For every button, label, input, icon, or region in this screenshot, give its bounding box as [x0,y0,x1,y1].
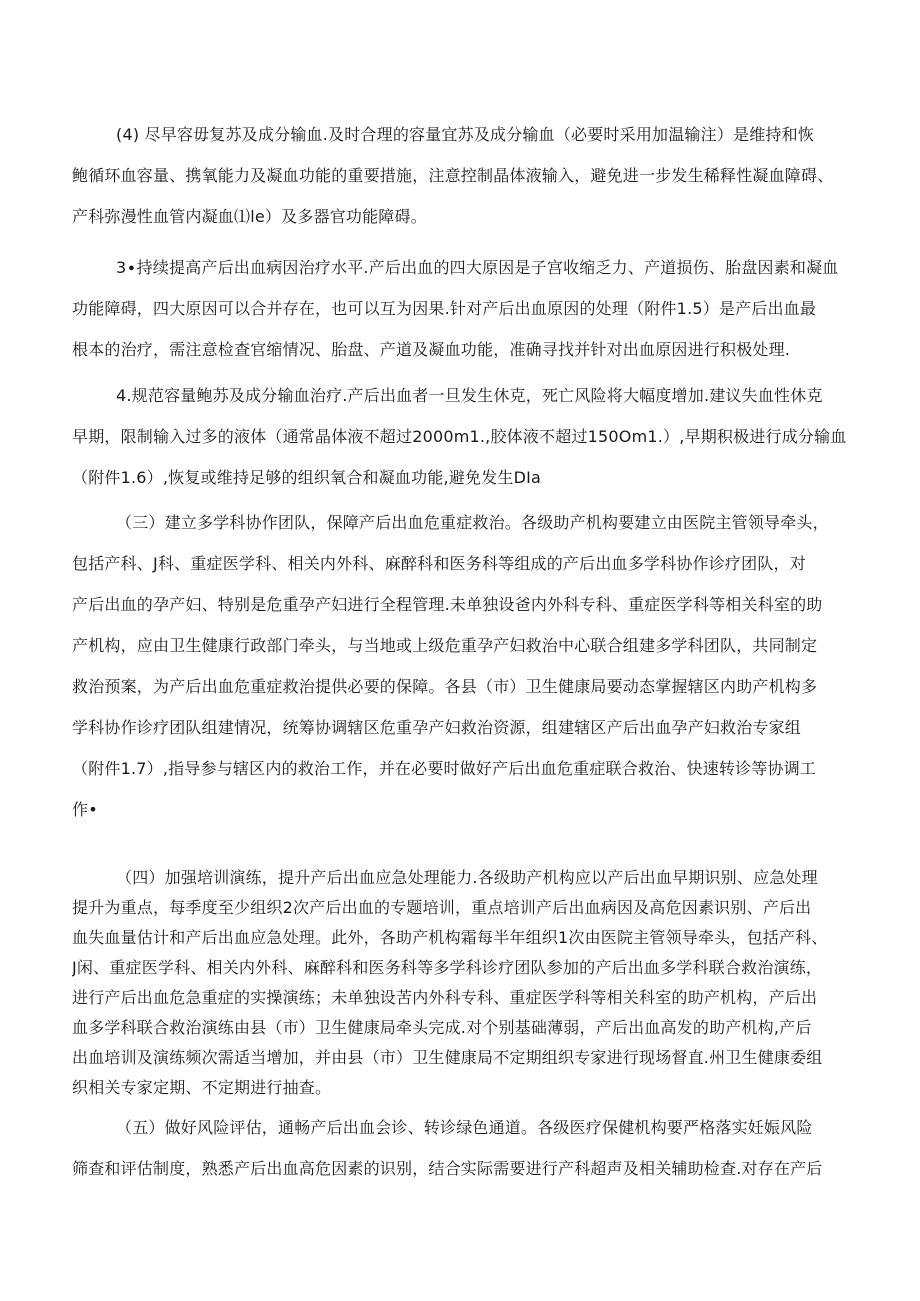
paragraph-line: 4.规范容量鲍苏及成分输血治疗.产后出血者一旦发生休克，死亡风险将大幅度增加.建议失血性休克 [116,386,823,405]
paragraph-line: 3∙持续提高产后出血病因治疗水平.产后出血的四大原因是子宫收缩乏力、产道损伤、胎盘因素和凝血 [116,258,839,277]
paragraph-line: 早期，限制输入过多的液体（通常晶体液不超过2000m1.,胶体液不超过150Om1.）,早期积极进行成分输血 [72,427,847,446]
section-risk-assessment [72,1107,852,1189]
paragraph-line: 产科弥漫性血管内凝血⑴le）及多器官功能障碍。 [72,207,427,226]
paragraph-line: (4) 尽早容毋复苏及成分输血.及时合理的容量宜苏及成分输血（必要时采用加温输注）是维持和恢 [116,125,815,144]
paragraph-line: （四）加强培训演练，提升产后出血应急处理能力.各级助产机构应以产后出血早期识别、应急处理 [116,868,818,887]
paragraph-line: 根本的治疗，需注意检查官缩情况、胎盘、产道及凝血功能，准确寻找并针对出血原因进行积极处理. [72,340,791,359]
paragraph-line: 作• [72,800,98,819]
section-training-drills [72,863,852,1103]
paragraph-volume-resuscitation [72,375,852,498]
paragraph-line: 进行产后出血危急重症的实操演练；未单独设苦内外科专科、重症医学科等相关科室的助产机构，产后出 [72,988,818,1007]
paragraph-line: 学科协作诊疗团队组建情况，统筹协调辖区危重孕产妇救治资源，组建辖区产后出血孕产妇救治专家组 [72,718,802,737]
paragraph-line: （附件1.7）,指导参与辖区内的救治工作，并在必要时做好产后出血危重症联合救治、快速转诊等协调工 [72,759,817,778]
paragraph-line: 产后出血的孕产妇、特别是危重孕产妇进行全程管理.未单独设爸内外科专科、重症医学科等相关科室的助 [72,595,823,614]
paragraph-line: 织相关专家定期、不定期进行抽查。 [72,1078,332,1097]
paragraph-line: 产机构，应由卫生健康行政部门牵头，与当地或上级危重孕产妇救治中心联合组建多学科团队，共同制定 [72,636,818,655]
paragraph-line: 提升为重点，每季度至少组织2次产后出血的专题培训，重点培训产后出血病因及高危因素识别、产后出 [72,898,812,917]
paragraph-line: 救治预案，为产后出血危重症救治提供必要的保障。各县（市）卫生健康局要动态掌握辖区内助产机构多 [72,677,818,696]
paragraph-line: （三）建立多学科协作团队，保障产后出血危重症救治。各级助产机构要建立由医院主管领导牵头， [116,513,829,532]
paragraph-line: 出血培训及演练频次需适当增加，并由县（市）卫生健康局不定期组织专家进行现场督直.州卫生健康委组 [72,1048,823,1067]
paragraph-line: J闲、重症医学科、相关内外科、麻醉科和医务科等多学科诊疗团队参加的产后出血多学科联合救治演练， [72,958,823,977]
paragraph-line: 血失血量估计和产后出血应急处理。此外，各助产机构霜每半年组织1次由医院主管领导牵头，包括产科、 [72,928,828,947]
section-multidisciplinary-team [72,502,852,830]
paragraph-line: （附件1.6）,恢复或维持足够的组织氧合和凝血功能,避免发生DIa [72,468,542,487]
paragraph-line: 包括产科、J科、重症医学科、相关内外科、麻醉科和医务科等组成的产后出血多学科协作诊疗团队，对 [72,554,806,573]
paragraph-line: 功能障碍，四大原因可以合并存在，也可以互为因果.针对产后出血原因的处理（附件1.5）是产后出血最 [72,299,817,318]
paragraph-line: （五）做好风险评估，通畅产后出血会诊、转诊绿色通道。各级医疗保健机构要严格落实妊娠风险 [116,1118,813,1137]
paragraph-blood-transfusion [72,114,852,237]
paragraph-cause-treatment [72,247,852,370]
paragraph-line: 鲍循环血容量、携氧能力及凝血功能的重要措施，注意控制晶体液输入，避免进一步发生稀释性凝血障碍、 [72,166,834,185]
paragraph-line: 筛查和评估制度，熟悉产后出血高危因素的识别，结合实际需要进行产科超声及相关辅助检查.对存在产后 [72,1159,823,1178]
paragraph-line: 血多学科联合救治演练由县（市）卫生健康局牵头完成.对个别基础薄弱，产后出血高发的助产机构,产后 [72,1018,812,1037]
